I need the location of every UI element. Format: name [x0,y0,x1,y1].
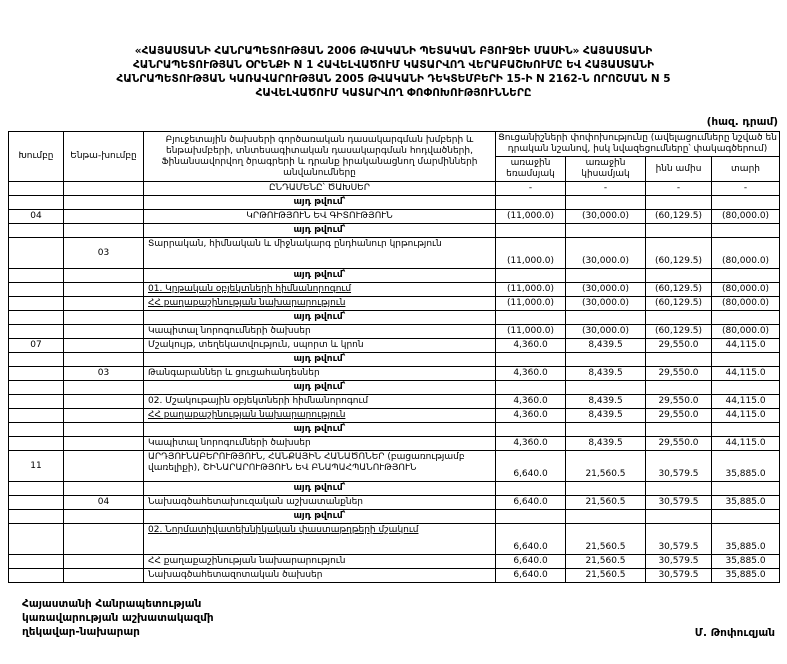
cell-value [712,224,780,238]
cell-group-code [9,482,64,496]
cell-group-code [9,569,64,583]
cell-subgroup-code [64,339,144,353]
cell-group-code: 04 [9,210,64,224]
table-row [9,423,780,437]
cell-value [646,353,712,367]
cell-value: 8,439.5 [566,339,646,353]
cell-value: (60,129.5) [646,325,712,339]
cell-description [144,524,496,555]
table-body [9,182,780,583]
cell-value: 21,560.5 [566,451,646,482]
cell-group-code: 07 [9,339,64,353]
cell-value: (11,000.0) [496,210,566,224]
description-text: Թանգարաններ և ցուցահանդեսներ [148,368,320,378]
cell-value: 8,439.5 [566,437,646,451]
cell-value: 30,579.5 [646,451,712,482]
table-row [9,353,780,367]
cell-value: 29,550.0 [646,409,712,423]
cell-value: (80,000.0) [712,325,780,339]
cell-group-code [9,524,64,555]
cell-subgroup-code [64,311,144,325]
signatory-line-1: Հայաստանի Հանրապետության [22,598,202,610]
cell-subgroup-code [64,325,144,339]
cell-value [566,381,646,395]
cell-subgroup-code [64,297,144,311]
cell-subgroup-code [64,196,144,210]
cell-value [496,224,566,238]
description-text: ՀՀ քաղաքաշինության նախարարություն [148,556,346,566]
title-line-2: ՀԱՆՐԱՊԵՏՈՒԹՅԱՆ ՕՐԵՆՔԻ N 1 ՀԱՎԵԼՎԱԾՈՒՄ ԿԱՏԱՐՎՈՂ ՎԵՐԱԲԱՇԽՈՒՄԸ ԵՎ ՀԱՅԱՍՏԱՆԻ [132,59,655,71]
cell-value: 44,115.0 [712,409,780,423]
cell-description [144,297,496,311]
cell-value [566,353,646,367]
cell-group-code [9,269,64,283]
header-changes-group: Ցուցանիշների փոփոխությունը (ավելացումները նշված են դրական նշանով, իսկ նվազեցումները՝ փակագծերում) [496,132,780,157]
cell-description [144,409,496,423]
cell-value: 29,550.0 [646,395,712,409]
cell-value: - [496,182,566,196]
signatory-line-3: ղեկավար-նախարար [22,626,140,638]
description-text: Կապիտալ նորոգումների ծախսեր [148,326,311,336]
cell-description [144,381,496,395]
cell-value [646,269,712,283]
cell-value: (60,129.5) [646,297,712,311]
cell-value: 21,560.5 [566,569,646,583]
cell-description [144,210,496,224]
table-row [9,367,780,381]
cell-value: (80,000.0) [712,297,780,311]
cell-value: 44,115.0 [712,339,780,353]
cell-description [144,339,496,353]
cell-value: 6,640.0 [496,524,566,555]
cell-value: 29,550.0 [646,339,712,353]
budget-table [8,131,780,583]
cell-value: (30,000.0) [566,238,646,269]
cell-subgroup-code [64,409,144,423]
cell-group-code [9,283,64,297]
cell-subgroup-code: 03 [64,367,144,381]
cell-group-code [9,555,64,569]
cell-value: (60,129.5) [646,238,712,269]
cell-value: 21,560.5 [566,524,646,555]
table-row [9,325,780,339]
cell-description [144,451,496,482]
cell-group-code: 11 [9,451,64,482]
cell-value [566,423,646,437]
description-text: 02. Մշակութային օբյեկտների հիմնանորոգում [148,396,369,406]
cell-value [496,510,566,524]
cell-value: 4,360.0 [496,339,566,353]
cell-value: (30,000.0) [566,283,646,297]
cell-subgroup-code: 04 [64,496,144,510]
cell-subgroup-code [64,283,144,297]
description-text: Տարրական, հիմնական և միջնակարգ ընդհանուր կրթություն [148,239,442,249]
cell-description [144,555,496,569]
cell-value [566,311,646,325]
table-row [9,210,780,224]
cell-value: 4,360.0 [496,409,566,423]
description-text: այդ թվում՝ [293,511,346,521]
cell-group-code [9,325,64,339]
table-row [9,339,780,353]
cell-value: 29,550.0 [646,437,712,451]
cell-value: 8,439.5 [566,367,646,381]
cell-value: (80,000.0) [712,210,780,224]
cell-group-code [9,238,64,269]
cell-value [496,196,566,210]
table-row [9,482,780,496]
cell-value: (30,000.0) [566,210,646,224]
table-row [9,283,780,297]
cell-subgroup-code [64,451,144,482]
description-text: 01. Կրթական օբյեկտների հիմնանորոգում [148,284,352,294]
cell-value: 4,360.0 [496,437,566,451]
cell-description [144,224,496,238]
header-row-top [9,132,780,157]
cell-value [566,196,646,210]
signatory-line-2: կառավարության աշխատակազմի [22,612,214,624]
cell-value: (60,129.5) [646,210,712,224]
header-9months: ինն ամիս [646,157,712,182]
description-text: այդ թվում՝ [293,483,346,493]
cell-group-code [9,423,64,437]
cell-group-code [9,496,64,510]
cell-subgroup-code [64,569,144,583]
description-text: Մշակույթ, տեղեկատվություն, սպորտ և կրոն [148,340,364,350]
cell-group-code [9,224,64,238]
cell-value [712,482,780,496]
cell-value [566,510,646,524]
cell-subgroup-code [64,395,144,409]
header-h1: առաջին կիսամյակ [566,157,646,182]
cell-group-code [9,311,64,325]
table-row [9,437,780,451]
document-title [8,44,779,100]
table-row [9,182,780,196]
cell-value: (30,000.0) [566,297,646,311]
title-line-3: ՀԱՆՐԱՊԵՏՈՒԹՅԱՆ ԿԱՌԱՎԱՐՈՒԹՅԱՆ 2005 ԹՎԱԿԱՆԻ ԴԵԿՏԵՄԲԵՐԻ 15-Ի N 2162-Ն ՈՐՈՇՄԱՆ N 5 [116,73,671,85]
cell-value: 30,579.5 [646,496,712,510]
table-row [9,496,780,510]
cell-group-code [9,437,64,451]
table-row [9,297,780,311]
description-text: ԿՐԹՈՒԹՅՈՒՆ ԵՎ ԳԻՏՈՒԹՅՈՒՆ [246,211,393,221]
cell-description [144,482,496,496]
cell-value [496,423,566,437]
cell-value: (11,000.0) [496,325,566,339]
cell-value: (30,000.0) [566,325,646,339]
table-row [9,381,780,395]
cell-description [144,423,496,437]
cell-value: 21,560.5 [566,555,646,569]
cell-value: 35,885.0 [712,496,780,510]
cell-value: 8,439.5 [566,395,646,409]
table-row [9,524,780,555]
cell-description [144,238,496,269]
cell-subgroup-code [64,524,144,555]
header-description: Բյուջետային ծախսերի գործառական դասակարգման խմբերի և ենթախմբերի, տնտեսագիտական դասակարգման հոդվածների, Ֆինանսավորվող ծրագրերի և դրանք իրականացնող մարմինների անվանումները [144,132,496,182]
cell-subgroup-code [64,381,144,395]
cell-group-code [9,353,64,367]
cell-value [496,311,566,325]
table-row [9,311,780,325]
cell-value [646,224,712,238]
cell-description [144,325,496,339]
cell-value: 4,360.0 [496,395,566,409]
cell-value: 6,640.0 [496,569,566,583]
cell-value: 30,579.5 [646,524,712,555]
cell-description [144,437,496,451]
document-footer [8,597,779,639]
cell-value [496,381,566,395]
description-text: այդ թվում՝ [293,354,346,364]
table-row [9,555,780,569]
cell-subgroup-code [64,437,144,451]
cell-value: - [566,182,646,196]
table-row [9,196,780,210]
cell-description [144,283,496,297]
header-year: տարի [712,157,780,182]
cell-value [712,269,780,283]
cell-subgroup-code [64,510,144,524]
cell-value [496,353,566,367]
cell-value: 6,640.0 [496,496,566,510]
header-group: Խումբը [9,132,64,182]
cell-value: 44,115.0 [712,367,780,381]
description-text: Նախագծահետազոտական ծախսեր [148,570,323,580]
description-text: ԱՐԴՅՈՒՆԱԲԵՐՈՒԹՅՈՒՆ, ՀԱՆՔԱՅԻՆ ՀԱՆԱԾՈՆԵՐ (բացառությամբ վառելիքի), ՇԻՆԱՐԱՐՈՒԹՅՈՒՆ ԵՎ ԲՆԱՊԱՀՊԱՆՈՒԹՅՈՒՆ [148,452,465,473]
description-text: ՀՀ քաղաքաշինության նախարարություն [148,410,346,420]
description-text: այդ թվում՝ [293,382,346,392]
cell-value [566,224,646,238]
cell-value [646,482,712,496]
cell-group-code [9,395,64,409]
cell-value: 44,115.0 [712,437,780,451]
cell-group-code [9,367,64,381]
cell-value: (11,000.0) [496,283,566,297]
description-text: այդ թվում՝ [293,225,346,235]
cell-description [144,353,496,367]
cell-value: 30,579.5 [646,555,712,569]
cell-value [712,423,780,437]
cell-subgroup-code [64,353,144,367]
cell-value: 35,885.0 [712,569,780,583]
cell-group-code [9,381,64,395]
cell-value: 35,885.0 [712,451,780,482]
cell-description [144,182,496,196]
cell-value: (11,000.0) [496,297,566,311]
description-text: ՀՀ քաղաքաշինության նախարարություն [148,298,346,308]
cell-group-code [9,409,64,423]
cell-value: (80,000.0) [712,238,780,269]
cell-description [144,496,496,510]
title-line-4: ՀԱՎԵԼՎԱԾՈՒՄ ԿԱՏԱՐՎՈՂ ՓՈՓՈԽՈՒԹՅՈՒՆՆԵՐԸ [255,87,532,99]
cell-value: 6,640.0 [496,451,566,482]
cell-value [646,196,712,210]
cell-value [712,510,780,524]
signatory-title [22,597,214,639]
cell-subgroup-code [64,482,144,496]
cell-subgroup-code: 03 [64,238,144,269]
cell-value [712,196,780,210]
cell-description [144,395,496,409]
cell-group-code [9,196,64,210]
cell-value [496,482,566,496]
cell-value: - [712,182,780,196]
cell-description [144,510,496,524]
cell-description [144,367,496,381]
table-row [9,510,780,524]
cell-value: 29,550.0 [646,367,712,381]
cell-value: 8,439.5 [566,409,646,423]
cell-value: (11,000.0) [496,238,566,269]
description-text: 02. Նորմատիվատեխնիկական փաստաթղթերի մշակում [148,525,419,535]
cell-value: 30,579.5 [646,569,712,583]
cell-group-code [9,510,64,524]
cell-subgroup-code [64,555,144,569]
cell-value: (80,000.0) [712,283,780,297]
cell-description [144,196,496,210]
cell-subgroup-code [64,182,144,196]
table-row [9,409,780,423]
cell-subgroup-code [64,210,144,224]
unit-note: (հազ. դրամ) [706,116,778,128]
cell-value: 6,640.0 [496,555,566,569]
cell-value [496,269,566,283]
table-row [9,224,780,238]
header-q1: առաջին եռամսյակ [496,157,566,182]
cell-value: (60,129.5) [646,283,712,297]
cell-group-code [9,297,64,311]
table-row [9,451,780,482]
cell-value [646,510,712,524]
cell-value: 21,560.5 [566,496,646,510]
cell-description [144,311,496,325]
cell-value [566,482,646,496]
cell-subgroup-code [64,269,144,283]
cell-value [712,381,780,395]
description-text: այդ թվում՝ [293,270,346,280]
cell-value: - [646,182,712,196]
description-text: այդ թվում՝ [293,312,346,322]
cell-description [144,569,496,583]
cell-value [646,381,712,395]
description-text: այդ թվում՝ [293,424,346,434]
cell-subgroup-code [64,423,144,437]
table-row [9,569,780,583]
description-text: Կապիտալ նորոգումների ծախսեր [148,438,311,448]
description-text: ԸՆԴԱՄԵՆԸ՝ ԾԱԽՍԵՐ [268,183,371,193]
cell-value: 44,115.0 [712,395,780,409]
cell-value [646,423,712,437]
cell-subgroup-code [64,224,144,238]
title-line-1: «ՀԱՅԱՍՏԱՆԻ ՀԱՆՐԱՊԵՏՈՒԹՅԱՆ 2006 ԹՎԱԿԱՆԻ ՊԵՏԱԿԱՆ ԲՅՈՒՋԵԻ ՄԱՍԻՆ» ՀԱՅԱՍՏԱՆԻ [134,45,653,57]
cell-description [144,269,496,283]
cell-value [566,269,646,283]
cell-value: 35,885.0 [712,555,780,569]
description-text: այդ թվում՝ [293,197,346,207]
cell-value [712,311,780,325]
table-row [9,238,780,269]
description-text: Նախագծահետախուզական աշխատանքներ [148,497,364,507]
table-row [9,269,780,283]
table-row [9,395,780,409]
cell-value: 4,360.0 [496,367,566,381]
signature-name: Մ. Թոփուզյան [694,627,775,639]
cell-value: 35,885.0 [712,524,780,555]
header-subgroup: Ենթա-խումբը [64,132,144,182]
cell-group-code [9,182,64,196]
cell-value [712,353,780,367]
cell-value [646,311,712,325]
